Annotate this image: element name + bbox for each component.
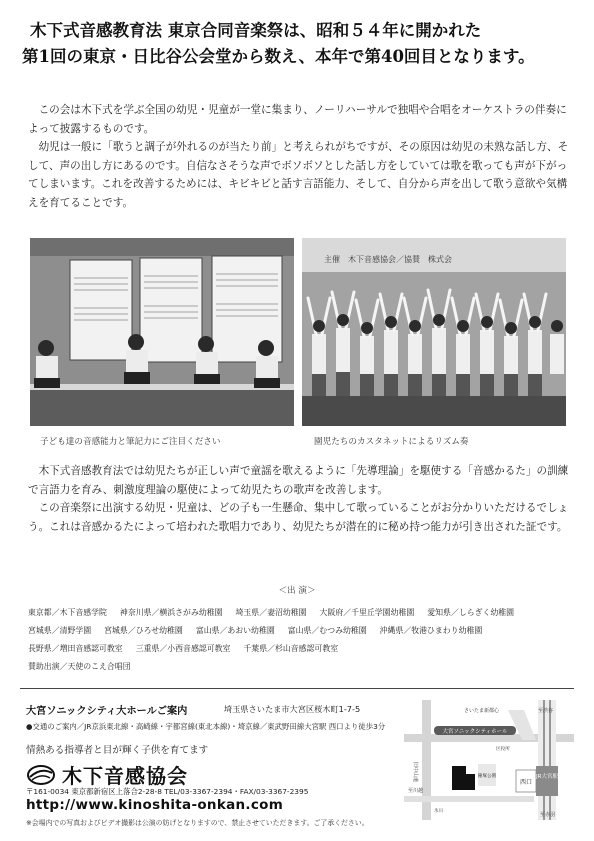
org-slogan: 情熱ある指導者と目が輝く子供を育てます: [26, 745, 209, 756]
map-label-shintoshin: さいたま新都心: [464, 708, 500, 714]
caption-left: 子ども達の音感能力と筆記力にご注目ください: [40, 437, 221, 447]
performer-item: 長野県／増田音感認可教室: [28, 644, 123, 653]
performers-row: [28, 658, 578, 676]
performer-item: 大阪府／千里丘学園幼稚園: [319, 608, 415, 617]
caption-right: 園児たちのカスタネットによるリズム奏: [314, 437, 469, 447]
map-road-bottom: [404, 796, 534, 802]
performer-item: 愛知県／しらぎく幼稚園: [427, 608, 515, 617]
performer-item: 宮城県／清野学園: [28, 626, 92, 635]
map-label-akabane: 至赤羽: [540, 812, 556, 818]
map-label-kawagoe: 至川越: [408, 788, 424, 794]
headline: [22, 18, 582, 70]
org-name: 木下音感協会: [62, 764, 188, 788]
intro-paragraph-1: この会は木下式を学ぶ全国の幼児・児童が一堂に集まり、ノーリハーサルで独唱や合唱をオーケストラの伴奏によって披露するものです。: [28, 104, 567, 135]
footer-divider: [20, 688, 574, 689]
performer-item: 賛助出演／天使のこえ合唱団: [28, 662, 131, 671]
map-rail-area: [538, 700, 556, 820]
performer-item: 宮城県／ひろせ幼稚園: [104, 626, 183, 635]
photo-children-writing: [30, 238, 294, 426]
performers-row: [28, 640, 578, 658]
performers-row: [28, 604, 578, 622]
photo-children-writing-image: [30, 238, 294, 426]
map-label-shibuya: 至渋谷: [538, 708, 554, 714]
venue-map: [404, 700, 574, 820]
org-logo-icon: [26, 764, 56, 786]
photo-castanet-performance-image: [302, 238, 566, 426]
outro-paragraph-1: 木下式音感教育法では幼児たちが正しい声で童謡を歌えるように「先導理論」を駆使する「音感かるた」の訓練で言語力を育み、刺激度理論の駆使によって幼児たちの歌声を改善します。: [28, 465, 569, 496]
photo-castanet-performance: [302, 238, 566, 426]
map-venue-building-icon: [452, 766, 466, 790]
performers-row: [28, 622, 578, 640]
map-label-kuritsu: 区役所: [496, 747, 510, 752]
headline-line-2: 第1回の東京・日比谷公会堂から数え、本年で第40回目となります。: [22, 47, 535, 66]
performers-list: [28, 604, 578, 676]
map-label-kyodo: 旧中山道: [412, 762, 418, 783]
intro-paragraph-2: 幼児は一般に「歌うと調子が外れるのが当たり前」と考えられがちですが、その原因は幼児の未熟な話し方、そして、声の出し方にあるのです。自信なさそうな声でボソボソとした話し方をしていては歌を歌っても声が下がってしまいます。これを改善するためには、キビキビと話す言語能力、そして、自分から声を出して歌う意欲や気構えを育てることです。: [28, 141, 569, 209]
outro-text: [28, 462, 574, 536]
photo-notice: ※会場内での写真およびビデオ撮影は公演の妨げとなりますので、禁止させていただきます。ご了承ください。: [26, 819, 369, 827]
performer-item: 東京都／木下音感学院: [28, 608, 107, 617]
photo-banner-text: 主催 木下音感協会／協賛 株式会: [324, 255, 452, 264]
performer-item: 埼玉県／妻沼幼稚園: [235, 608, 307, 617]
org-contact: 〒161-0034 東京都新宿区上落合2-28-8 TEL/03-3367-2394・FAX/03-3367-2395: [26, 787, 309, 796]
performer-item: 沖縄県／牧港ひまわり幼稚園: [379, 626, 483, 635]
intro-text: [28, 101, 574, 212]
map-park-label: 鐘塚公園: [477, 774, 497, 779]
performer-item: 神奈川県／横浜さがみ幼稚園: [119, 608, 223, 617]
access-info: ●交通のご案内／JR京浜東北線・高崎線・宇都宮線(東北本線)・埼京線／東武野田線大宮駅 西口より徒歩3分: [26, 722, 386, 731]
org-brand: [26, 760, 188, 789]
outro-paragraph-2: この音楽祭に出演する幼児・児童は、どの子も一生懸命、集中して歌っていることがお分かりいただけるでしょう。これは音感かるたによって培われた歌唱力であり、幼児たちが潜在的に秘め持つ能力が引き出された証です。: [28, 502, 569, 533]
performer-item: 富山県／むつみ幼稚園: [287, 626, 367, 635]
performer-item: 千葉県／杉山音感認可教室: [243, 644, 339, 653]
performer-item: 三重県／小西音感認可教室: [135, 644, 231, 653]
map-label-nishiguchi: 西口: [520, 779, 533, 786]
headline-line-1: 木下式音感教育法 東京合同音楽祭は、昭和５４年に開かれた: [30, 21, 482, 40]
hall-title: 大宮ソニックシティ大ホールご案内: [26, 706, 188, 717]
map-station-block: [536, 766, 558, 796]
hall-address: 埼玉県さいたま市大宮区桜木町1-7-5: [224, 704, 361, 714]
performer-item: 富山県／あおい幼稚園: [195, 626, 275, 635]
map-label-jr-station: JR大宮駅: [536, 774, 558, 780]
performers-title: ＜出 演＞: [278, 586, 316, 596]
map-venue-label: 大宮ソニックシティホール: [442, 729, 508, 735]
map-venue-building-icon: [466, 774, 475, 790]
org-url-link[interactable]: http://www.kinoshita-onkan.com: [26, 797, 284, 813]
map-label-nagaoka: 氷川: [434, 809, 444, 814]
